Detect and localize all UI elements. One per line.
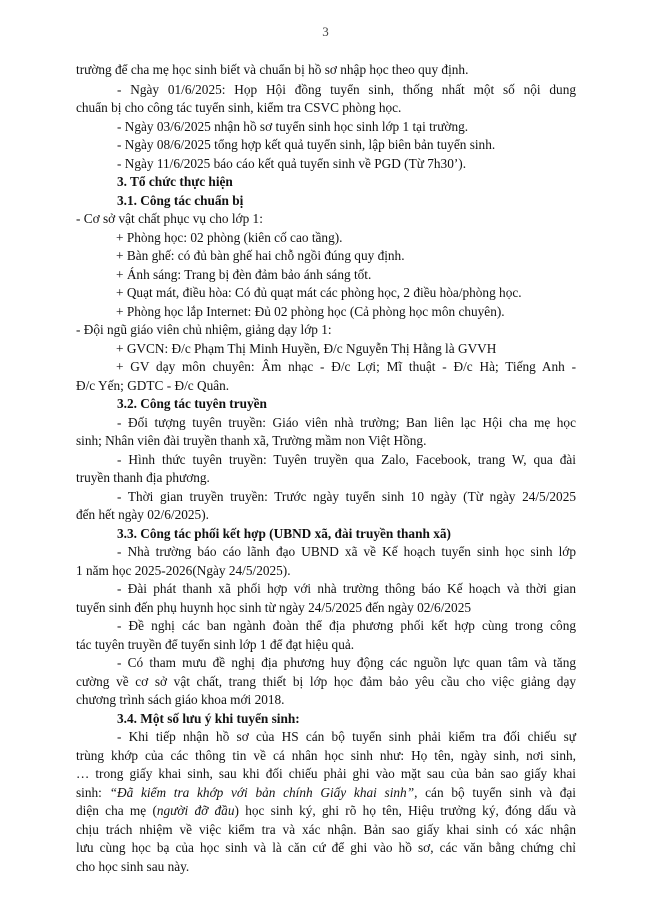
paragraph-line: diện cha mẹ (người đỡ đầu) học sinh ký, ghi rõ họ tên, Hiệu trưởng ký, đóng dấu và xyxy=(76,803,576,818)
list-item: + Bàn ghế: có đủ bàn ghế hai chỗ ngồi đúng quy định. xyxy=(116,248,405,263)
paragraph-line: lưu cùng học bạ của học sinh và là căn cứ để ghi vào hồ sơ, các văn bằng chứng chỉ xyxy=(76,840,576,855)
paragraph-line: - Cơ sở vật chất phục vụ cho lớp 1: xyxy=(76,211,263,226)
paragraph-line: - Nhà trường báo cáo lãnh đạo UBND xã về Kế hoạch tuyển sinh học sinh lớp xyxy=(117,544,576,559)
list-item: + Phòng học: 02 phòng (kiên cố cao tầng). xyxy=(116,230,343,245)
paragraph-line: - Đài phát thanh xã phối hợp với nhà trường thông báo Kế hoạch và thời gian xyxy=(117,581,576,596)
section-heading: 3. Tổ chức thực hiện xyxy=(117,174,233,189)
paragraph-line: Đ/c Yến; GDTC - Đ/c Quân. xyxy=(76,378,230,393)
paragraph-line: tác tuyên truyền để tuyển sinh lớp 1 để đạt hiệu quả. xyxy=(76,637,355,652)
paragraph-line: chương trình sách giáo khoa mới 2018. xyxy=(76,692,285,707)
paragraph-line: - Đề nghị các ban ngành đoàn thể địa phương phối kết hợp cùng trong công xyxy=(117,618,576,633)
subsection-heading: 3.1. Công tác chuẩn bị xyxy=(117,193,244,208)
subsection-heading: 3.4. Một số lưu ý khi tuyển sinh: xyxy=(117,711,300,726)
paragraph-line: - Có tham mưu đề nghị địa phương huy động các nguồn lực quan tâm và tăng xyxy=(117,655,576,670)
paragraph-line: cho học sinh sau này. xyxy=(76,859,190,874)
page-number: 3 xyxy=(322,24,329,39)
paragraph-line: - Đối tượng tuyên truyền: Giáo viên nhà trường; Ban liên lạc Hội cha mẹ học xyxy=(117,415,576,430)
paragraph-line: trường để cha mẹ học sinh biết và chuẩn bị hồ sơ nhập học theo quy định. xyxy=(76,62,469,77)
paragraph-line: đến hết ngày 02/6/2025). xyxy=(76,507,209,522)
paragraph-line: chuẩn bị cho công tác tuyển sinh, kiểm tra CSVC phòng học. xyxy=(76,100,402,115)
list-item: + Quạt mát, điều hòa: Có đủ quạt mát các phòng học, 2 điều hòa/phòng học. xyxy=(116,285,522,300)
paragraph-line: … trong giấy khai sinh, sau khi đối chiếu phải ghi vào mặt sau của bản sao giấy khai xyxy=(76,766,576,781)
list-item: + Ánh sáng: Trang bị đèn đảm bảo ánh sáng tốt. xyxy=(116,267,372,282)
paragraph-line: - Thời gian truyền truyền: Trước ngày tuyển sinh 10 ngày (Từ ngày 24/5/2025 xyxy=(117,489,576,504)
paragraph-line: tuyển sinh đến phụ huynh học sinh từ ngày 24/5/2025 đến ngày 02/6/2025 xyxy=(76,600,471,615)
paragraph-line: - Đội ngũ giáo viên chủ nhiệm, giảng dạy lớp 1: xyxy=(76,322,332,337)
paragraph-line: trùng khớp của các thông tin về cá nhân học sinh như: Họ tên, ngày sinh, nơi sinh, xyxy=(76,748,576,763)
paragraph-line: truyền thanh địa phương. xyxy=(76,470,210,485)
paragraph-line: chịu trách nhiệm về việc kiểm tra và xác nhận. Bản sao giấy khai sinh có xác nhận xyxy=(76,822,576,837)
subsection-heading: 3.3. Công tác phối kết hợp (UBND xã, đài truyền thanh xã) xyxy=(117,526,451,541)
paragraph-line: 1 năm học 2025-2026(Ngày 24/5/2025). xyxy=(76,563,291,578)
paragraph-line: - Hình thức tuyên truyền: Tuyên truyền qua Zalo, Facebook, trang W, qua đài xyxy=(117,452,576,467)
paragraph-line: - Ngày 08/6/2025 tổng hợp kết quả tuyển sinh, lập biên bản tuyển sinh. xyxy=(117,137,496,152)
paragraph-line: - Ngày 01/6/2025: Họp Hội đồng tuyển sinh, thống nhất một số nội dung xyxy=(117,82,576,97)
subsection-heading: 3.2. Công tác tuyên truyền xyxy=(117,396,267,411)
paragraph-line: - Ngày 03/6/2025 nhận hồ sơ tuyển sinh học sinh lớp 1 tại trường. xyxy=(117,119,469,134)
paragraph-line: sinh: “Đã kiểm tra khớp với bản chính Giấy khai sinh”, cán bộ tuyển sinh và đại xyxy=(76,785,576,800)
paragraph-line: sinh; Nhân viên đài truyền thanh xã, Trường mầm non Việt Hồng. xyxy=(76,433,427,448)
italic-term: người đỡ đầu xyxy=(156,803,235,818)
italic-quote: “Đã kiểm tra khớp với bản chính Giấy khai sinh” xyxy=(109,785,415,800)
paragraph-line: - Ngày 11/6/2025 báo cáo kết quả tuyển sinh về PGD (Từ 7h30’). xyxy=(117,156,467,171)
list-item: + Phòng học lắp Internet: Đủ 02 phòng học (Cả phòng học môn chuyên). xyxy=(116,304,505,319)
list-item: + GV dạy môn chuyên: Âm nhạc - Đ/c Lợi; Mĩ thuật - Đ/c Hà; Tiếng Anh - xyxy=(116,359,576,374)
paragraph-line: cường về cơ sở vật chất, trang thiết bị lớp học đảm bảo yêu cầu cho việc giảng dạy xyxy=(76,674,576,689)
paragraph-line: - Khi tiếp nhận hồ sơ của HS cán bộ tuyển sinh phải kiểm tra đối chiếu sự xyxy=(117,729,576,744)
list-item: + GVCN: Đ/c Phạm Thị Minh Huyền, Đ/c Nguyễn Thị Hằng là GVVH xyxy=(116,341,497,356)
